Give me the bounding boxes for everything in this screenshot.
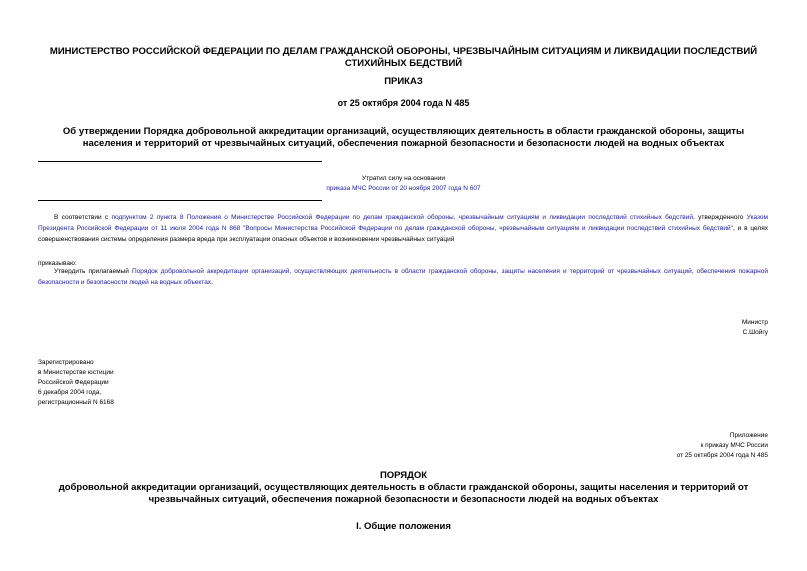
text-part: . bbox=[211, 279, 213, 286]
registration-line: регистрационный N 6168 bbox=[38, 399, 114, 406]
doc-date: от 25 октября 2004 года N 485 bbox=[337, 98, 470, 108]
appendix-line: к приказу МЧС России bbox=[700, 442, 768, 449]
divider-top bbox=[38, 161, 322, 162]
text-part: , утвержденного bbox=[693, 214, 747, 221]
procedure-subtitle: добровольной аккредитации организаций, осуществляющих деятельность в области гражданской обороны, защиты населения и территорий от чрезвычайных ситуаций, обеспечения пожарной безопасности и безопасности людей на водных объектах bbox=[58, 482, 749, 505]
signature-block bbox=[742, 318, 768, 338]
link-regulation[interactable]: подпунктом 2 пункта 8 Положения о Министерстве Российской Федерации по делам гражданской обороны, чрезвычайным ситуациям и ликвидации последствий стихийных бедствий bbox=[111, 214, 694, 221]
link-decree[interactable]: Указом Президента Российской Федерации от 11 июля 2004 года N 868 "Вопросы Министерства Российской Федерации по делам гражданской обороны, чрезвычайным ситуациям и ликвидации последствий стихийных бедствий" bbox=[38, 214, 769, 232]
procedure-title: ПОРЯДОК bbox=[379, 470, 428, 481]
signature-name: С.Шойгу bbox=[742, 329, 768, 336]
doc-title: Об утверждении Порядка добровольной аккредитации организаций, осуществляющих деятельность в области гражданской обороны, защиты населения и территорий от чрезвычайных ситуаций, обеспечения пожарной безопасности и безопасности людей на водных объектах bbox=[62, 126, 745, 149]
order-word: приказываю: bbox=[38, 260, 77, 267]
divider-bottom bbox=[38, 200, 322, 201]
appendix-line: Приложение bbox=[729, 432, 768, 439]
text-part: В соответствии с bbox=[54, 214, 112, 221]
status-link[interactable]: приказа МЧС России от 20 ноября 2007 года N 607 bbox=[326, 185, 481, 192]
status-text: Утратил силу на основании bbox=[361, 175, 446, 182]
link-procedure[interactable]: Порядок добровольной аккредитации организаций, осуществляющих деятельность в области гражданской обороны, защиты населения и территорий от чрезвычайных ситуаций, обеспечения пожарной безопасности и безопасности людей на водных объектах bbox=[38, 268, 769, 286]
text-part: , и в целях совершенствования системы определения размера вреда при эксплуатации опасных объектов и возникновении чрезвычайных ситуаций bbox=[38, 225, 768, 243]
registration-block bbox=[38, 358, 114, 408]
registration-line: Зарегистрировано bbox=[38, 359, 94, 366]
registration-line: 6 декабря 2004 года, bbox=[38, 389, 102, 396]
paragraph-approve bbox=[38, 266, 768, 288]
registration-line: Российской Федерации bbox=[38, 379, 109, 386]
ministry-heading: МИНИСТЕРСТВО РОССИЙСКОЙ ФЕДЕРАЦИИ ПО ДЕЛАМ ГРАЖДАНСКОЙ ОБОРОНЫ, ЧРЕЗВЫЧАЙНЫМ СИТУАЦИЯМ И ЛИКВИДАЦИИ ПОСЛЕДСТВИЙ СТИХИЙНЫХ БЕДСТВИЙ bbox=[49, 46, 758, 69]
section-heading: I. Общие положения bbox=[356, 521, 451, 532]
appendix-line: от 25 октября 2004 года N 485 bbox=[676, 452, 768, 459]
signature-position: Министр bbox=[741, 319, 768, 326]
text-part: Утвердить прилагаемый bbox=[54, 268, 132, 275]
paragraph-basis bbox=[38, 212, 768, 245]
appendix-block bbox=[677, 431, 768, 461]
registration-line: в Министерстве юстиции bbox=[38, 369, 114, 376]
doc-type: ПРИКАЗ bbox=[384, 76, 423, 87]
